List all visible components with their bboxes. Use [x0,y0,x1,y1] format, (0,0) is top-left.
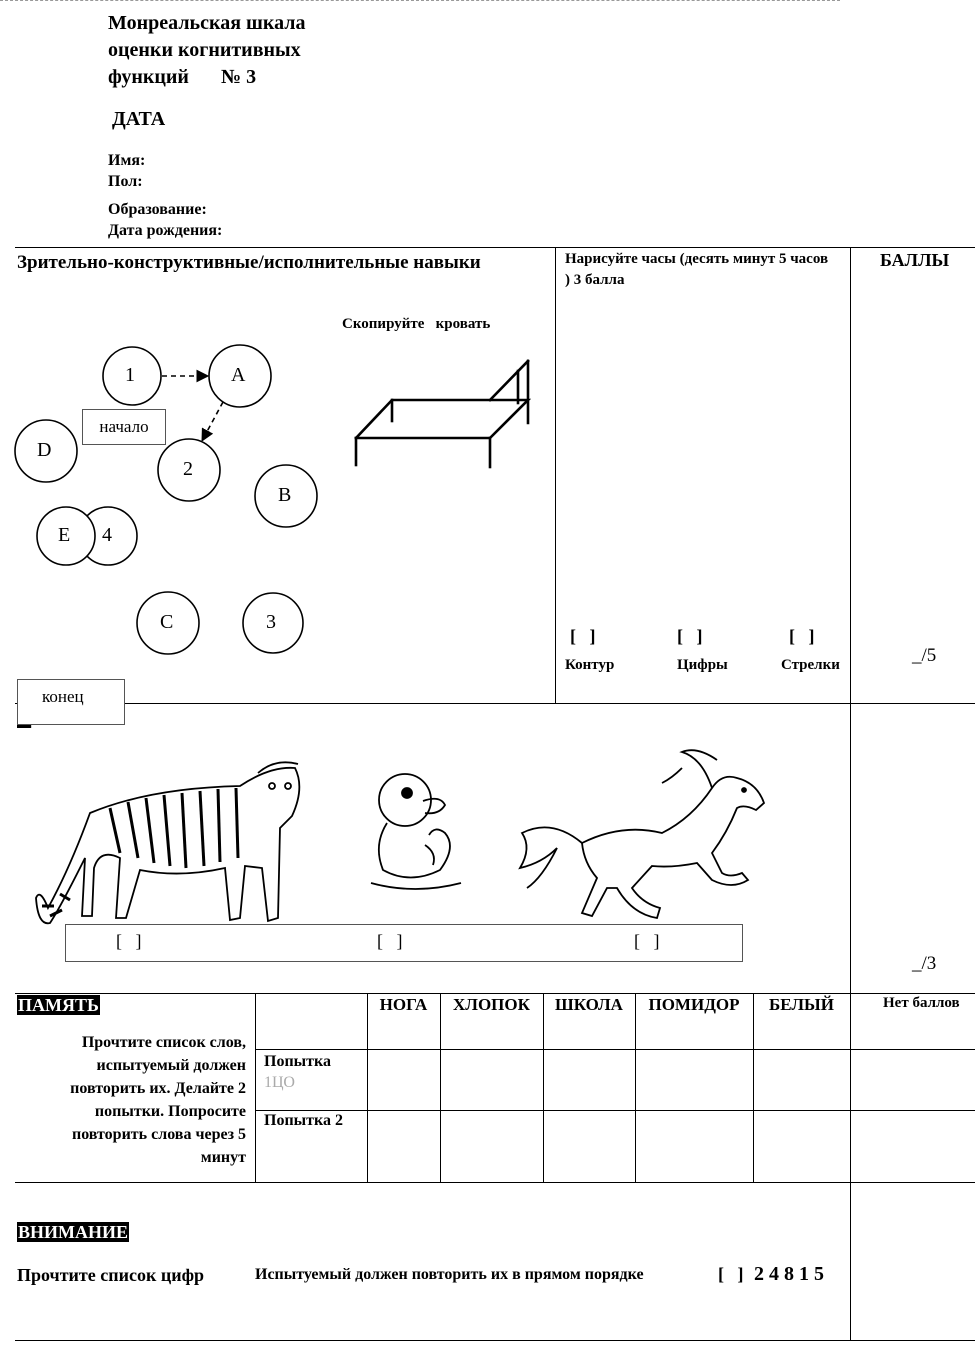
horse-picture [512,738,772,923]
memory-col-5 [635,993,636,1182]
grid-line-clock-left [555,247,556,703]
bed-drawing [350,355,535,475]
score-memory: Нет баллов [883,995,960,1011]
trail-label-1: 1 [125,364,135,386]
clock-check-contour-box[interactable]: [ ] [570,626,596,646]
score-naming: _/3 [912,953,937,974]
attention-instruction: Испытуемый должен повторить их в прямом порядке [255,1266,644,1283]
trail-label-c: C [160,611,174,633]
grid-line-naming-top [15,703,975,704]
title-line-3: функций [108,66,189,88]
memory-word-2: ХЛОПОК [453,995,530,1014]
trail-label-b: B [278,484,292,506]
attention-read-digits: Прочтите список цифр [17,1265,205,1285]
grid-line-memory-row1 [255,1049,975,1050]
clock-label-numbers: Цифры [677,657,728,673]
attention-digits: 2 4 8 1 5 [754,1263,824,1285]
birth-date-field-label: Дата рождения: [108,222,223,239]
grid-line-top [15,247,975,248]
trail-label-a: A [231,364,246,386]
memory-label-text: ПАМЯТЬ [18,995,99,1015]
form-title [108,10,408,91]
memory-col-6 [753,993,754,1182]
memory-col-2 [367,993,368,1182]
naming-check-tiger[interactable]: [ ] [116,931,142,951]
grid-line-scores-left [850,247,851,1340]
attention-label-text: ВНИМАНИЕ [18,1222,129,1242]
memory-col-1 [255,993,256,1182]
grid-line-memory-row2 [255,1110,975,1111]
title-line-2: оценки когнитивных [108,39,301,61]
memory-word-4: ПОМИДОР [648,995,740,1014]
memory-col-4 [543,993,544,1182]
scores-heading: БАЛЛЫ [880,250,950,270]
clock-label-contour: Контур [565,657,615,673]
memory-attempt-2: Попытка 2 [264,1112,343,1129]
trail-arrow-a-2 [203,402,223,439]
visuospatial-heading: Зрительно-конструктивные/исполнительные навыки [17,252,481,273]
end-label: конец [42,687,84,706]
education-field-label: Образование: [108,201,207,218]
memory-attempt-1 [264,1051,331,1093]
start-label-box [82,409,166,445]
name-field-label: Имя: [108,152,146,169]
memory-word-3: ШКОЛА [555,995,623,1014]
clock-check-numbers-box[interactable]: [ ] [677,626,703,646]
trail-label-3: 3 [266,611,276,633]
memory-attempt-1-label: Попытка [264,1053,331,1070]
memory-label [17,995,100,1016]
score-visuospatial: _/5 [912,645,937,666]
trail-label-e: E [58,524,71,546]
grid-line-bottom [15,1340,975,1341]
title-line-1: Монреальская шкала [108,12,306,34]
end-label-box [17,679,125,725]
tiger-picture [30,758,310,933]
attention-label [17,1222,129,1243]
naming-check-horse[interactable]: [ ] [634,931,660,951]
date-label: ДАТА [112,108,166,130]
copy-bed-label: Скопируйте кровать [342,316,491,332]
grid-line-memory-bottom [15,1182,975,1183]
memory-instructions: Прочтите список слов, испытуемый должен повторить их. Делайте 2 попытки. Попросите повторить слова через 5 минут [70,1034,246,1166]
trail-label-4: 4 [102,524,112,546]
memory-attempt-1-faint: 1ЦО [264,1074,295,1091]
memory-col-3 [440,993,441,1182]
memory-word-5: БЕЛЫЙ [769,995,834,1014]
sex-field-label: Пол: [108,173,143,190]
clock-instruction: Нарисуйте часы (десять минут 5 часов ) 3 балла [565,251,829,288]
trail-label-d: D [37,439,52,461]
memory-word-1: НОГА [379,995,428,1014]
duckling-picture [365,765,465,895]
naming-check-duck[interactable]: [ ] [377,931,403,951]
attention-check-box[interactable]: [ ] [718,1264,744,1284]
grid-line-memory-top [15,993,975,994]
top-dashed-line [0,0,840,1]
title-line-3-wrap [108,64,408,91]
trail-label-2: 2 [183,458,193,480]
start-label: начало [99,417,149,436]
clock-label-hands: Стрелки [781,657,840,673]
form-number: № 3 [220,66,257,88]
clock-check-hands-box[interactable]: [ ] [789,626,815,646]
